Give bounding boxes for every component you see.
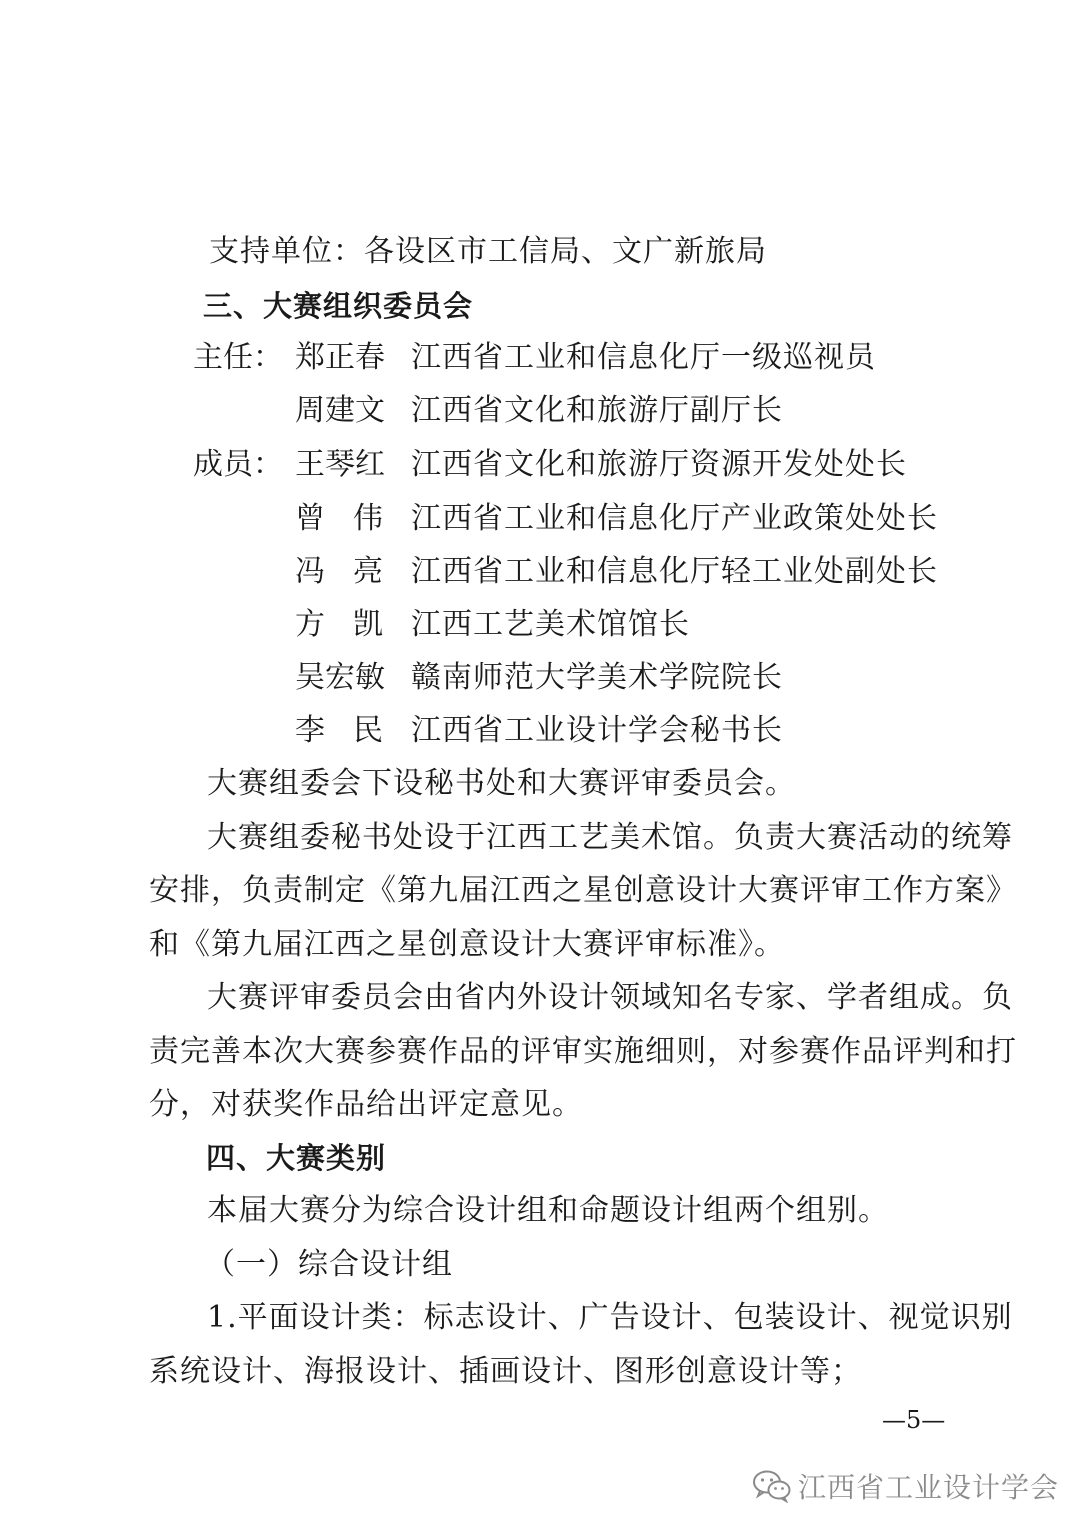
member-title: 江西省工业和信息化厅轻工业处副处长 <box>411 554 938 589</box>
paragraph-line: 和《第九届江西之星创意设计大赛评审标准》。 <box>149 927 785 962</box>
committee-row <box>0 605 1080 645</box>
committee-row <box>0 711 1080 751</box>
paragraph-line: 分，对获奖作品给出评定意见。 <box>149 1087 583 1122</box>
member-name-part: 曾 <box>295 501 325 536</box>
watermark-text: 江西省工业设计学会 <box>798 1471 1060 1504</box>
member-title: 江西省文化和旅游厅副厅长 <box>411 393 783 428</box>
committee-row <box>0 338 1080 378</box>
member-name <box>295 711 383 751</box>
committee-row <box>0 552 1080 592</box>
role-label: 主任： <box>193 340 283 375</box>
member-name: 王琴红 <box>295 447 385 482</box>
paragraph-line: 本届大赛分为综合设计组和命题设计组两个组别。 <box>207 1193 889 1228</box>
member-name <box>295 605 383 645</box>
member-name-part: 冯 <box>295 554 325 589</box>
watermark <box>752 1466 1059 1506</box>
member-name-part: 方 <box>295 607 325 642</box>
paragraph-line: 责 完 善 本 次 大 赛 参 赛 作 品 的 评 审 实 施 细 则 ， 对 参 赛 作 品 评 判 和 打 <box>149 1034 1017 1069</box>
member-name: 周建文 <box>295 393 385 428</box>
member-title: 江西工艺美术馆馆长 <box>411 607 690 642</box>
page-number: —5— <box>882 1406 946 1434</box>
committee-row <box>0 445 1080 485</box>
section-3-heading: 三、大赛组织委员会 <box>203 289 474 323</box>
member-name-part: 亮 <box>353 554 383 589</box>
member-name <box>295 552 383 592</box>
subsection-heading: （一）综合设计组 <box>205 1247 453 1282</box>
committee-row <box>0 658 1080 698</box>
member-title: 江西省工业和信息化厅产业政策处处长 <box>411 501 938 536</box>
paragraph-line: 大 赛 组 委 秘 书 处 设 于 江 西 工 艺 美 术 馆 。 负 责 大 赛 活 动 的 统 筹 <box>207 820 1013 855</box>
member-name: 郑正春 <box>295 340 385 375</box>
member-title: 江西省工业和信息化厅一级巡视员 <box>411 340 876 375</box>
paragraph-line: 系统设计、海报设计、插画设计、图形创意设计等； <box>149 1354 862 1389</box>
member-title: 江西省工业设计学会秘书长 <box>411 713 783 748</box>
section-4-heading: 四、大赛类别 <box>206 1141 387 1175</box>
role-label: 成员： <box>193 447 283 482</box>
committee-row <box>0 499 1080 539</box>
member-name-part: 民 <box>353 713 383 748</box>
paragraph-line: 大 赛 评 审 委 员 会 由 省 内 外 设 计 领 域 知 名 专 家 、 学 者 组 成 。 负 <box>207 980 1013 1015</box>
wechat-icon <box>752 1469 792 1503</box>
member-name: 吴宏敏 <box>295 660 385 695</box>
support-units-line: 支持单位：各设区市工信局、文广新旅局 <box>209 234 767 269</box>
member-title: 江西省文化和旅游厅资源开发处处长 <box>411 447 907 482</box>
member-name-part: 凯 <box>353 607 383 642</box>
paragraph-line: 1 . 平 面 设 计 类 ： 标 志 设 计 、 广 告 设 计 、 包 装 设 计 、 视 觉 识 别 <box>207 1300 1013 1335</box>
member-name-part: 伟 <box>353 501 383 536</box>
member-name <box>295 499 383 539</box>
committee-row <box>0 391 1080 431</box>
paragraph-line: 安 排 ， 负 责 制 定 《 第 九 届 江 西 之 星 创 意 设 计 大 赛 评 审 工 作 方 案 》 <box>149 873 1017 908</box>
member-title: 赣南师范大学美术学院院长 <box>411 660 783 695</box>
paragraph-secretariat-intro: 大赛组委会下设秘书处和大赛评审委员会。 <box>207 766 796 801</box>
member-name-part: 李 <box>295 713 325 748</box>
